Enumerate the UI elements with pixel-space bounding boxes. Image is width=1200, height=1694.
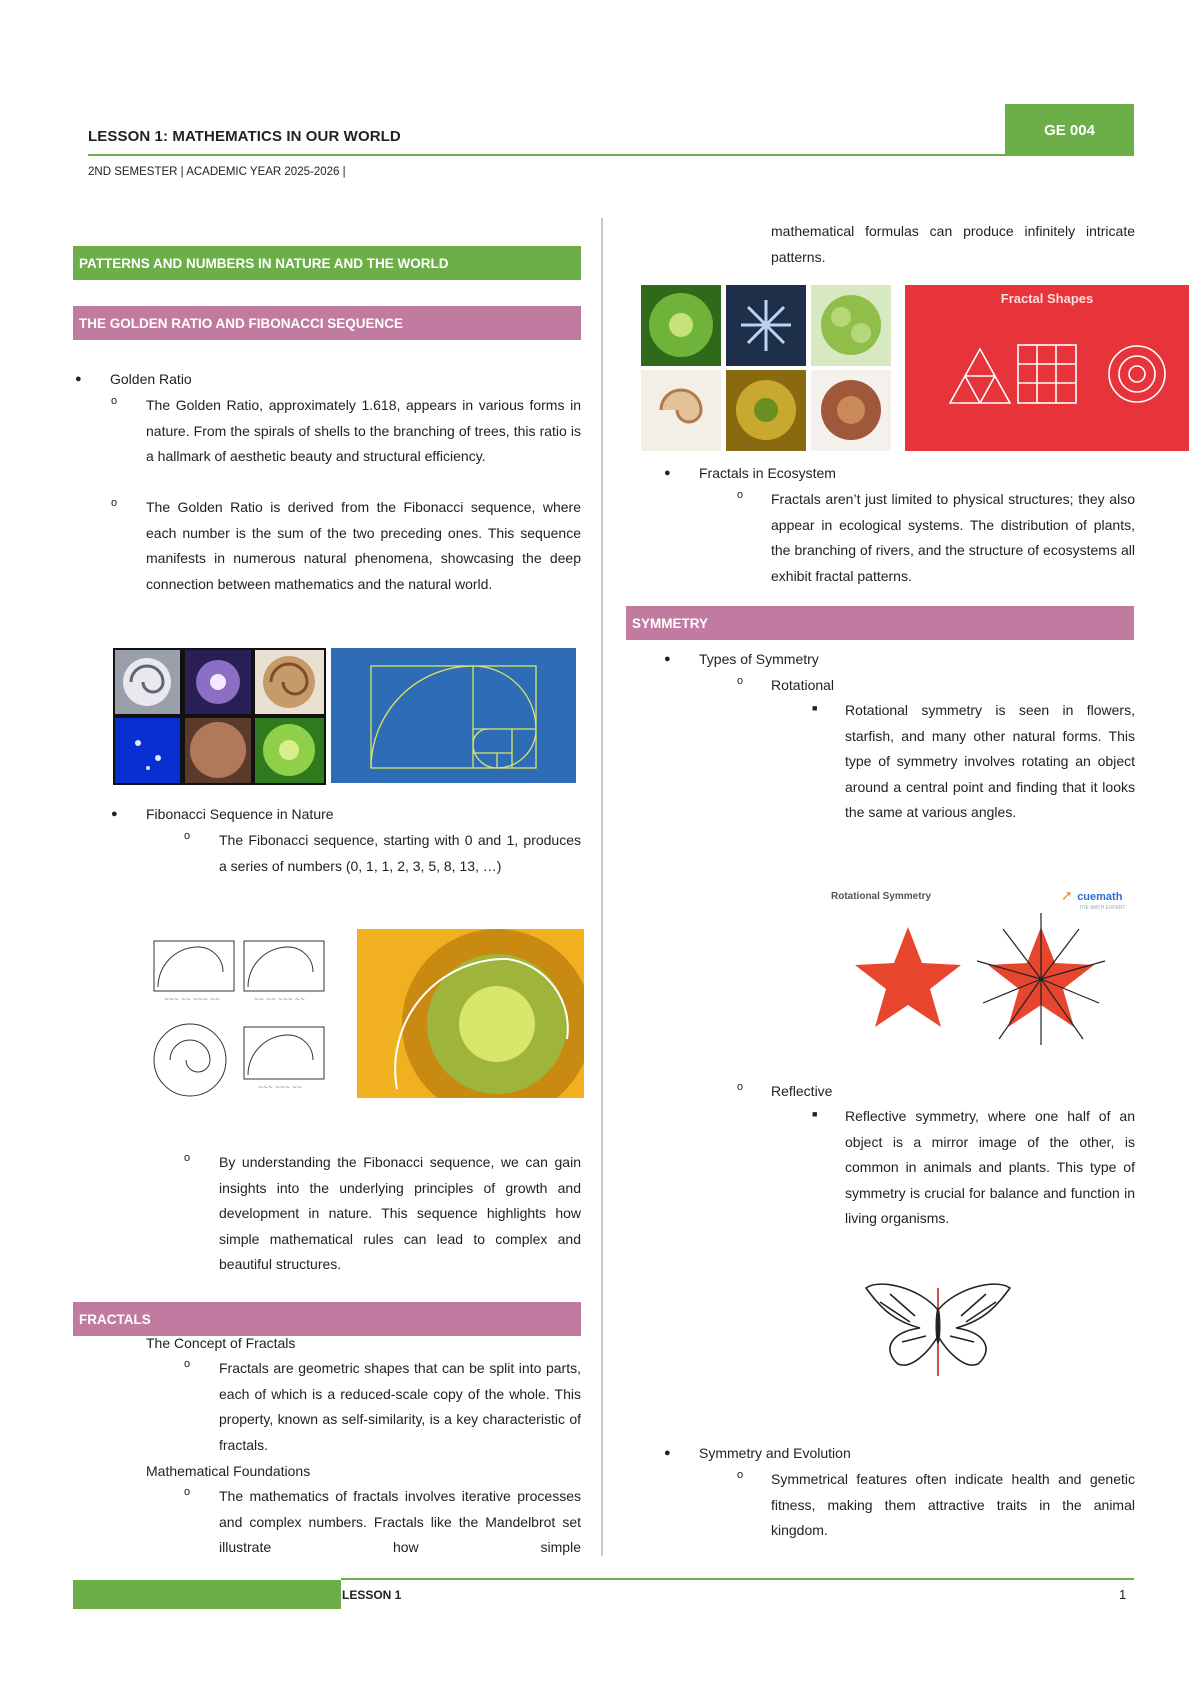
hollow-bullet-icon: o xyxy=(737,489,744,501)
hollow-bullet-icon: o xyxy=(184,1358,191,1370)
mathematical-foundations-continued: mathematical formulas can produce infinitely intricate patterns. xyxy=(771,223,1135,265)
fibonacci-paragraph-2: By understanding the Fibonacci sequence, we can gain insights into the underlying principles of growth and development in nature. This sequence highlights how simple mathematical rules can lead to complex and beautiful structures. xyxy=(219,1154,581,1272)
page-number: 1 xyxy=(1119,1587,1127,1602)
footer-lesson-label: LESSON 1 xyxy=(342,1588,402,1602)
golden-ratio-paragraph-1: The Golden Ratio, approximately 1.618, appears in various forms in nature. From the spirals of shells to the branching of trees, this ratio is a hallmark of aesthetic beauty and structural efficiency. xyxy=(146,397,581,464)
hollow-bullet-icon: o xyxy=(737,1081,744,1093)
hollow-bullet-icon: o xyxy=(737,1469,744,1481)
bullet-icon: ● xyxy=(664,653,671,665)
hollow-bullet-icon: o xyxy=(111,395,118,407)
nature-spirals-collage-image xyxy=(113,648,326,785)
reflective-heading: Reflective xyxy=(771,1083,833,1099)
hollow-bullet-icon: o xyxy=(111,497,118,509)
fibonacci-spiral-sketches-image xyxy=(148,935,330,1101)
golden-ratio-paragraph-2: The Golden Ratio is derived from the Fibonacci sequence, where each number is the sum of the two preceding ones. This sequence manifests in numerous natural phenomena, showcasing the deep connection between mathematics and the natural world. xyxy=(146,499,581,592)
mathematical-foundations-heading: Mathematical Foundations xyxy=(146,1463,311,1479)
natural-fractals-collage-image xyxy=(641,285,891,451)
rotational-image-title: Rotational Symmetry xyxy=(831,891,932,902)
sunflower-spiral-image xyxy=(357,929,584,1098)
fibonacci-heading: Fibonacci Sequence in Nature xyxy=(146,806,334,822)
bullet-icon: ● xyxy=(664,1447,671,1459)
cuemath-tagline: THE MATH EXPERT xyxy=(1079,905,1126,911)
fractals-ecosystem-heading: Fractals in Ecosystem xyxy=(699,465,836,481)
reflective-paragraph: Reflective symmetry, where one half of an object is a mirror image of the other, is common in animals and plants. This type of symmetry is crucial for balance and function in living organisms. xyxy=(845,1108,1135,1226)
square-bullet-icon: ■ xyxy=(812,1109,818,1119)
course-code-badge: GE 004 xyxy=(1005,104,1134,156)
section-symmetry-bar: SYMMETRY xyxy=(626,606,1134,640)
fractal-shapes-image xyxy=(905,285,1189,451)
lesson-title: LESSON 1: MATHEMATICS IN OUR WORLD xyxy=(88,128,401,145)
hollow-bullet-icon: o xyxy=(184,1486,191,1498)
fractal-shapes-title: Fractal Shapes xyxy=(1000,291,1094,306)
rotational-symmetry-starfish-image xyxy=(823,879,1135,1049)
symmetry-evolution-heading: Symmetry and Evolution xyxy=(699,1445,851,1461)
svg-text:~~~ ~~~ ~~: ~~~ ~~~ ~~ xyxy=(258,1084,303,1091)
rocket-icon: ➚ xyxy=(1061,887,1073,903)
rotational-paragraph: Rotational symmetry is seen in flowers, starfish, and many other natural forms. This type of symmetry involves rotating an object around a central point and finding that it looks the same at various angles. xyxy=(845,702,1135,820)
svg-text:~~ ~~ ~~~ ~~: ~~ ~~ ~~~ ~~ xyxy=(254,996,305,1003)
bullet-icon: ● xyxy=(75,373,82,385)
svg-text:~~~ ~~ ~~~ ~~: ~~~ ~~ ~~~ ~~ xyxy=(164,996,220,1003)
bullet-icon: ● xyxy=(664,467,671,479)
fibonacci-paragraph-1: The Fibonacci sequence, starting with 0 and 1, produces a series of numbers (0, 1, 1, 2, 3, 5, 8, 13, …) xyxy=(219,832,581,874)
footer-accent-block xyxy=(73,1580,341,1609)
semester-line: 2ND SEMESTER | ACADEMIC YEAR 2025-2026 | xyxy=(88,166,346,178)
concept-fractals-paragraph: Fractals are geometric shapes that can be split into parts, each of which is a reduced-scale copy of the whole. This property, known as self-similarity, is a key characteristic of fractals. xyxy=(219,1360,581,1453)
butterfly-reflective-symmetry-image xyxy=(860,1280,1016,1376)
golden-ratio-heading: Golden Ratio xyxy=(110,371,192,387)
fractals-ecosystem-paragraph: Fractals aren’t just limited to physical structures; they also appear in ecological systems. The distribution of plants, the branching of rivers, and the structure of ecosystems all exhibit fractal patterns. xyxy=(771,491,1135,584)
rotational-heading: Rotational xyxy=(771,677,835,693)
footer-divider xyxy=(341,1578,1134,1580)
column-divider xyxy=(601,218,603,1556)
hollow-bullet-icon: o xyxy=(737,675,744,687)
hollow-bullet-icon: o xyxy=(184,1152,191,1164)
section-patterns-bar: PATTERNS AND NUMBERS IN NATURE AND THE WORLD xyxy=(73,246,581,280)
hollow-bullet-icon: o xyxy=(184,830,191,842)
golden-spiral-diagram-image xyxy=(331,648,576,783)
symmetry-evolution-paragraph: Symmetrical features often indicate health and genetic fitness, making them attractive traits in the animal kingdom. xyxy=(771,1471,1135,1538)
bullet-icon: ● xyxy=(111,808,118,820)
concept-fractals-heading: The Concept of Fractals xyxy=(146,1335,296,1351)
section-fractals-bar: FRACTALS xyxy=(73,1302,581,1336)
header-divider xyxy=(88,154,1005,156)
types-of-symmetry-heading: Types of Symmetry xyxy=(699,651,819,667)
square-bullet-icon: ■ xyxy=(812,703,818,713)
cuemath-brand: cuemath xyxy=(1077,891,1123,903)
section-golden-bar: THE GOLDEN RATIO AND FIBONACCI SEQUENCE xyxy=(73,306,581,340)
mathematical-foundations-paragraph: The mathematics of fractals involves iterative processes and complex numbers. Fractals like the Mandelbrot set illustrate how simple xyxy=(219,1488,581,1555)
